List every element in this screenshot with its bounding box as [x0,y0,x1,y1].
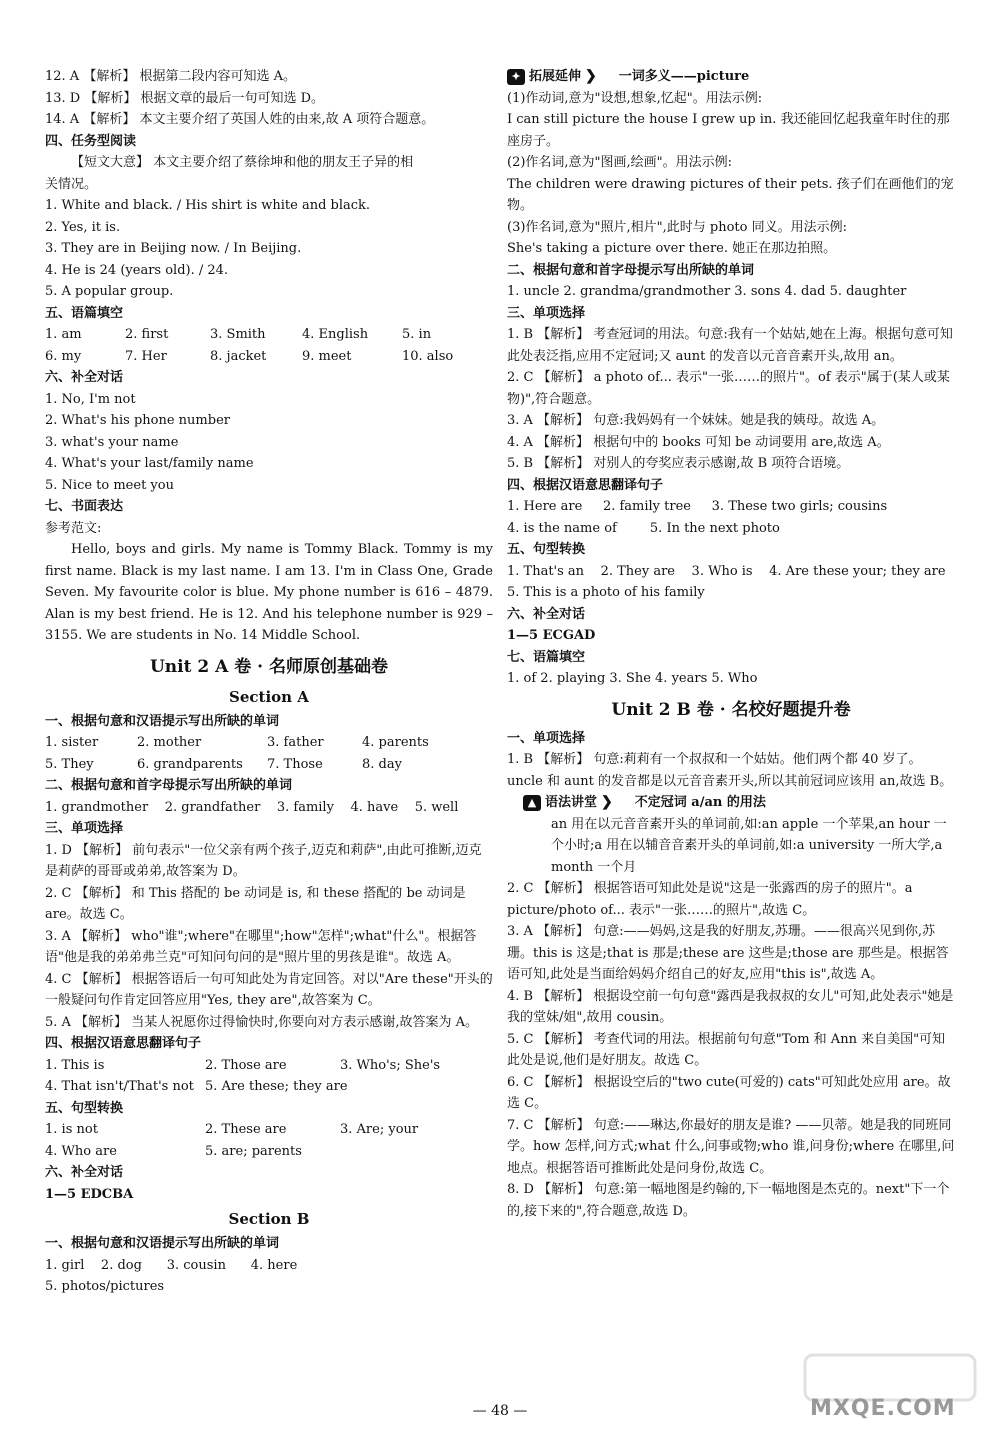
r3-answer-3: 3. A 【解析】 句意:我妈妈有一个妹妹。她是我的姨母。故选 A。 [507,413,885,428]
b1-answer-5: 5. C 【解析】 考查代词的用法。根据前句句意"Tom 和 Ann 来自美国"可知此处是说,他们是好朋友。故选 C。 [507,1031,946,1068]
cloze-item: 3. Smith [210,327,266,342]
r-heading-5: 五、句型转换 [507,542,586,557]
word-answer: 8. day [362,756,402,772]
b1-answer-7: 7. C 【解析】 句意:——琳达,你最好的朋友是谁? ——贝蒂。她是我的同班同学。how 怎样,问方式;what 什么,问事或物;who 谁,问身份;where 在哪里,问地点。根据答语可推断此处是问身份,故选 C。 [507,1117,955,1176]
answer-14: 14. A 【解析】 本文主要介绍了英国人姓的由来,故 A 项符合题意。 [45,112,435,127]
b1-answer-2: 2. C 【解析】 根据答语可知此处是说"这是一张露西的房子的照片"。a picture/photo of... 表示"一张……的照片",故选 C。 [507,881,913,918]
word-answer: 3. family [276,799,334,815]
r3-answer-2: 2. C 【解析】 a photo of... 表示"一张……的照片"。of 表示"属于(某人或某物)",符合题意。 [507,370,950,407]
r3-answer-5: 5. B 【解析】 对别人的夸奖应表示感谢,故 B 项符合语境。 [507,456,850,471]
cloze-item: 5. in [402,327,432,342]
transform-answer: 2. They are [600,563,676,579]
word-answer: 5. well [414,799,459,815]
a5-row-1 [45,1119,493,1141]
section-b-title: Section B [228,1210,310,1228]
grammar-text: an 用在以元音音素开头的单词前,如:an apple 一个苹果,an hour 一个小时;a 用在以辅音音素开头的单词前,如:a university 一所大学,a month 一个月 [551,816,947,875]
a1-row-1 [45,732,493,754]
answer-13: 13. D 【解析】 根据文章的最后一句可知选 D。 [45,90,325,106]
translation-answer: 5. In the next photo [649,520,780,536]
summary-line-2: 关情况。 [45,176,98,192]
r2-answers: 1. uncle 2. grandma/grandmother 3. sons 4. dad 5. daughter [507,284,907,299]
translation-answer: 1. This is [45,1057,105,1073]
section-a-title: Section A [229,687,309,706]
extension-example-1: I can still picture the house I grew up in. 我还能回忆起我童年时住的那座房子。 [507,112,950,149]
translation-answer: 5. Are these; they are [205,1079,348,1094]
extension-label: 拓展延伸 [529,69,582,84]
translation-answer: 1. Here are [507,499,583,514]
a-heading-4: 四、根据汉语意思翻译句子 [45,1036,202,1051]
cloze-row-1 [45,324,493,346]
word-answer: 6. grandparents [137,756,243,772]
a-heading-6: 六、补全对话 [45,1165,124,1180]
grammar-label: 语法讲堂 [545,795,598,810]
translation-answer: 3. These two girls; cousins [711,499,888,514]
r-heading-6: 六、补全对话 [507,606,586,622]
dialog-answer-1: 1. No, I'm not [45,391,136,407]
r5-row-1 [507,561,955,583]
word-answer: 1. grandmother [45,799,149,815]
cloze-row-2 [45,346,493,368]
dialog-answer-5: 5. Nice to meet you [45,477,174,493]
word-answer: 4. here [250,1257,298,1273]
extension-example-3: She's taking a picture over there. 她正在那边拍照。 [507,241,837,256]
b1-answer-1: 1. B 【解析】 句意:莉莉有一个叔叔和一个姑姑。他们两个都 40 岁了。uncle 和 aunt 的发音都是以元音音素开头,所以其前冠词应该用 an,故选 B。 [507,752,953,789]
lightbulb-icon: ✦ [507,69,525,85]
a3-answer-3: 3. A 【解析】 who"谁";where"在哪里";how"怎样";what"什么"。根据答语"他是我的弟弟弗兰克"可知问句问的是"照片里的男孩是谁"。故选 A。 [45,928,477,965]
cloze-item: 4. English [302,327,369,342]
task-answer-2: 2. Yes, it is. [45,219,121,235]
r-heading-4: 四、根据汉语意思翻译句子 [507,477,664,493]
transform-answer: 3. Are; your [340,1122,419,1137]
chevron-right-icon: ❯ [601,794,613,810]
task-answer-4: 4. He is 24 (years old). / 24. [45,262,229,278]
word-answer: 3. father [267,735,324,750]
b-heading-1: 一、单项选择 [507,730,586,746]
translation-answer: 4. That isn't/That's not [45,1079,194,1094]
word-answer: 2. grandfather [164,799,261,815]
dialog-answer-4: 4. What's your last/family name [45,456,254,471]
extension-box-title [507,66,955,88]
grammar-subtitle: 不定冠词 a/an 的用法 [634,795,766,810]
cloze-item: 10. also [402,348,454,364]
a4-row-1 [45,1055,493,1077]
translation-answer: 2. Those are [205,1057,287,1073]
r5-row-2: 5. This is a photo of his family [507,585,705,600]
a-heading-2: 二、根据句意和首字母提示写出所缺的单词 [45,778,293,793]
cloze-item: 8. jacket [210,348,267,364]
cloze-item: 2. first [125,327,169,342]
word-answer: 2. mother [137,735,202,750]
watermark-url: MXQE.COM [810,1396,956,1421]
a5-row-2 [45,1141,493,1163]
a4-row-2 [45,1076,493,1098]
extension-item-2: (2)作名词,意为"图画,绘画"。用法示例: [507,155,733,170]
a3-answer-1: 1. D 【解析】 前句表示"一位父亲有两个孩子,迈克和莉萨",由此可推断,迈克是莉萨的哥哥或弟弟,故答案为 D。 [45,842,482,879]
r-heading-2: 二、根据句意和首字母提示写出所缺的单词 [507,262,755,278]
cloze-item: 6. my [45,348,82,364]
word-answer: 5. They [45,756,94,772]
translation-answer: 3. Who's; She's [340,1057,441,1073]
b1-row [45,1255,493,1277]
r3-answer-1: 1. B 【解析】 考查冠词的用法。句意:我有一个姑姑,她在上海。根据句意可知此处表泛指,应用不定冠词;又 aunt 的发音以元音音素开头,故用 an。 [507,327,953,364]
page-number: — 48 — [472,1403,528,1419]
transform-answer: 1. That's an [507,563,585,579]
b1-answer-5: 5. photos/pictures [45,1279,165,1294]
section-heading-5: 五、语篇填空 [45,305,124,321]
section-heading-7: 七、书面表达 [45,499,124,514]
grammar-box-title [507,792,955,814]
dialog-answer-3: 3. what's your name [45,434,179,450]
unit-title-b: Unit 2 B 卷 · 名校好题提升卷 [611,699,851,720]
transform-answer: 4. Who are [45,1143,117,1159]
word-answer: 1. girl [45,1257,85,1273]
a3-answer-5: 5. A 【解析】 当某人祝愿你过得愉快时,你要向对方表示感谢,故答案为 A。 [45,1014,478,1030]
extension-example-2: The children were drawing pictures of their pets. 孩子们在画他们的宠物。 [507,176,954,213]
translation-answer: 4. is the name of [507,520,617,536]
r4-row-2 [507,518,955,540]
reference-label: 参考范文: [45,520,102,536]
r6-answer: 1—5 ECGAD [507,628,596,643]
transform-answer: 5. are; parents [205,1143,302,1159]
left-column [45,66,493,1298]
a3-answer-4: 4. C 【解析】 根据答语后一句可知此处为肯定回答。对以"Are these"开头的一般疑问句作肯定回答应用"Yes, they are",故答案为 C。 [45,971,493,1008]
transform-answer: 2. These are [205,1122,287,1137]
word-answer: 4. have [350,799,399,815]
r-heading-3: 三、单项选择 [507,305,586,321]
summary-line-1: 【短文大意】 本文主要介绍了蔡徐坤和他的朋友王子异的相 [71,155,414,170]
cloze-item: 7. Her [125,348,167,364]
word-answer: 4. parents [362,735,429,750]
a3-answer-2: 2. C 【解析】 和 This 搭配的 be 动词是 is, 和 these 搭配的 be 动词是 are。故选 C。 [45,885,466,922]
extension-item-3: (3)作名词,意为"照片,相片",此时与 photo 同义。用法示例: [507,219,847,235]
cloze-item: 9. meet [302,348,352,364]
b1-answer-3: 3. A 【解析】 句意:——妈妈,这是我的好朋友,苏珊。——很高兴见到你,苏珊。this is 这是;that is 那是;these are 这些是;those are 那些是。根据答语可知,此处是当面给妈妈介绍自己的好友,应用"this is",故选 A。 [507,924,949,982]
a2-row [45,797,493,819]
b1-answer-8: 8. D 【解析】 句意:第一幅地图是约翰的,下一幅地图是杰克的。next"下一个的,接下来的",符合题意,故选 D。 [507,1182,950,1219]
a6-answer: 1—5 EDCBA [45,1186,134,1202]
r-heading-7: 七、语篇填空 [507,649,586,665]
unit-title-a: Unit 2 A 卷 · 名师原创基础卷 [149,656,389,677]
dialog-answer-2: 2. What's his phone number [45,413,230,428]
transform-answer: 1. is not [45,1122,98,1137]
a-heading-3: 三、单项选择 [45,821,124,836]
section-heading-6: 六、补全对话 [45,370,124,385]
right-column [507,66,955,1222]
warning-icon: ▲ [523,795,541,811]
b-heading-1: 一、根据句意和汉语提示写出所缺的单词 [45,1236,280,1251]
task-answer-1: 1. White and black. / His shirt is white and black. [45,198,371,213]
b1-answer-4: 4. B 【解析】 根据设空前一句句意"露西是我叔叔的女儿"可知,此处表示"她是我的堂妹/姐",故用 cousin。 [507,988,954,1025]
r3-answer-4: 4. A 【解析】 根据句中的 books 可知 be 动词要用 are,故选 A。 [507,434,890,450]
sample-essay: Hello, boys and girls. My name is Tommy Black. Tommy is my first name. Black is my last name. I am 13. I'm in Class One, Grade Seven. My favourite color is blue. My phone number is 616 – 4879. Alan is my best friend. He is 12. And his telephone number is 929 – 3155. We are students in No. 14 Middle School. [45,542,493,643]
cloze-item: 1. am [45,327,82,342]
extension-item-1: (1)作动词,意为"设想,想象,忆起"。用法示例: [507,90,763,106]
a-heading-1: 一、根据句意和汉语提示写出所缺的单词 [45,713,280,729]
a1-row-2 [45,754,493,776]
task-answer-5: 5. A popular group. [45,284,174,299]
word-answer: 3. cousin [166,1257,226,1273]
extension-subtitle: 一词多义——picture [618,69,750,84]
word-answer: 7. Those [267,756,323,772]
b1-answer-6: 6. C 【解析】 根据设空后的"two cute(可爱的) cats"可知此处应用 are。故选 C。 [507,1074,951,1111]
task-answer-3: 3. They are in Beijing now. / In Beijing. [45,241,302,256]
transform-answer: 4. Are these your; they are [769,563,946,579]
answer-12: 12. A 【解析】 根据第二段内容可知选 A。 [45,69,296,84]
word-answer: 1. sister [45,735,99,750]
r7-answers: 1. of 2. playing 3. She 4. years 5. Who [507,671,758,686]
r4-row-1 [507,496,955,518]
chevron-right-icon: ❯ [585,68,597,84]
section-heading-4: 四、任务型阅读 [45,133,137,149]
transform-answer: 3. Who is [691,563,753,579]
a-heading-5: 五、句型转换 [45,1100,124,1116]
translation-answer: 2. family tree [602,499,691,514]
word-answer: 2. dog [100,1257,142,1273]
